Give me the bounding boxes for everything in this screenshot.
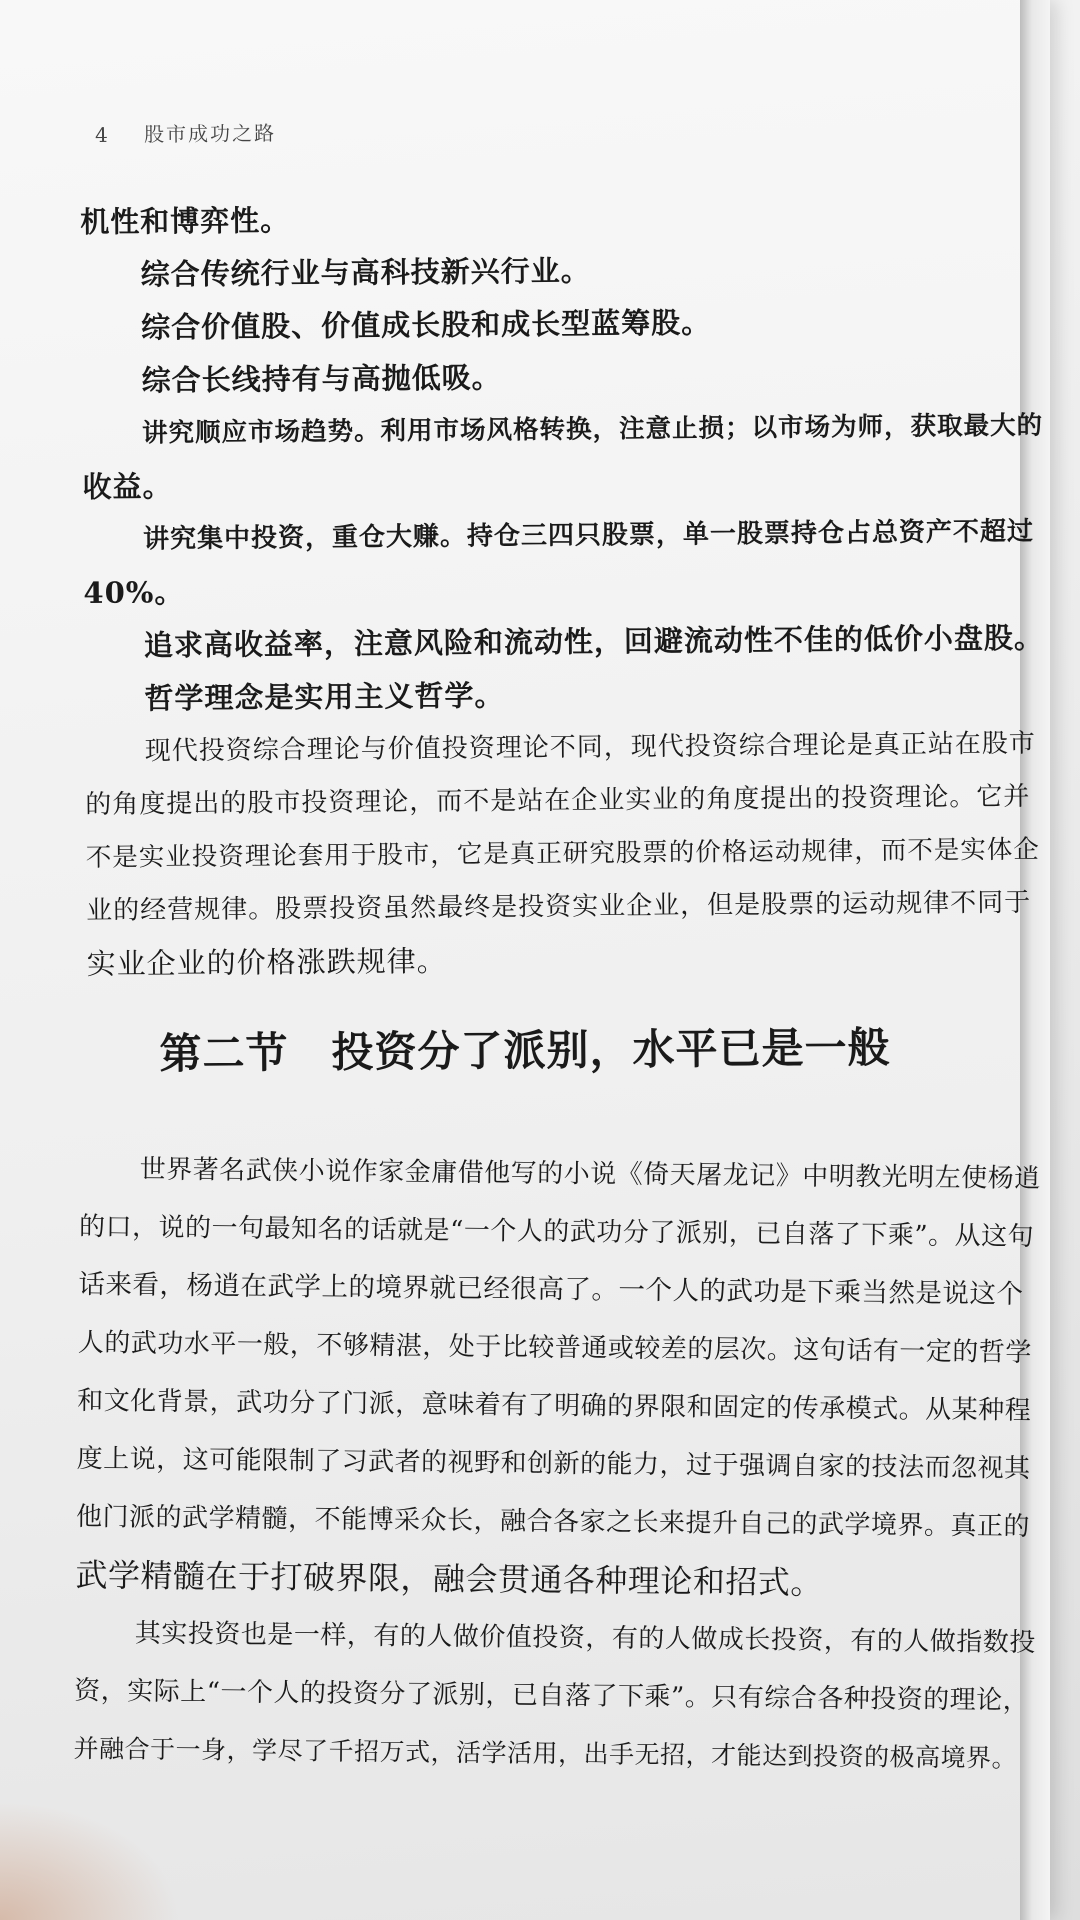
text-line: 的角度提出的股市投资理论，而不是站在企业实业的角度提出的投资理论。它并 xyxy=(85,781,1031,820)
text-line: 武学精髓在于打破界限，融会贯通各种理论和招式。 xyxy=(75,1555,824,1602)
text-line: 综合长线持有与高抛低吸。 xyxy=(141,360,502,398)
text-line: 不是实业投资理论套用于股市，它是真正研究股票的价格运动规律，而不是实体企 xyxy=(85,834,1040,873)
text-line: 其实投资也是一样，有的人做价值投资，有的人做成长投资，有的人做指数投 xyxy=(134,1618,1036,1659)
text-line: 度上说，这可能限制了习武者的视野和创新的能力，过于强调自家的技法而忽视其 xyxy=(76,1443,1031,1484)
text-line: 业的经营规律。股票投资虽然最终是投资实业企业，但是股票的运动规律不同于 xyxy=(86,887,1032,926)
running-head xyxy=(95,117,276,148)
text-line: 机性和博弈性。 xyxy=(80,203,291,239)
text-line: 哲学理念是实用主义哲学。 xyxy=(144,678,505,716)
text-line: 话来看，杨逍在武学上的境界就已经很高了。一个人的武功是下乘当然是说这个 xyxy=(78,1268,1024,1310)
finger-shadow xyxy=(0,1800,180,1920)
lower-text-block xyxy=(73,1140,1040,1788)
text-line: 的口，说的一句最知名的话就是“一个人的武功分了派别，已自落了下乘”。从这句 xyxy=(78,1211,1035,1252)
page-number: 4 xyxy=(94,122,110,147)
text-line: 现代投资综合理论与价值投资理论不同，现代投资综合理论是真正站在股市 xyxy=(144,728,1036,767)
book-title: 股市成功之路 xyxy=(143,121,277,147)
text-line: 讲究顺应市场趋势。利用市场风格转换，注意止损；以市场为师，获取最大的 xyxy=(141,410,1044,449)
text-line: 讲究集中投资，重仓大赚。持仓三四只股票，单一股票持仓占总资产不超过 xyxy=(142,516,1035,555)
text-line: 综合传统行业与高科技新兴行业。 xyxy=(140,253,591,292)
text-line: 资，实际上“一个人的投资分了派别，已自落了下乘”。只有综合各种投资的理论， xyxy=(74,1675,1030,1716)
text-line: 和文化背景，武功分了门派，意味着有了明确的界限和固定的传承模式。从某种程 xyxy=(77,1385,1032,1426)
text-line: 40%。 xyxy=(83,575,185,610)
text-line: 追求高收益率，注意风险和流动性，回避流动性不佳的低价小盘股。 xyxy=(143,620,1045,663)
text-line: 实业企业的价格涨跌规律。 xyxy=(86,943,447,981)
text-line: 收益。 xyxy=(82,469,173,504)
section-title: 第二节 投资分了派别，水平已是一般 xyxy=(159,1022,891,1079)
upper-text-block xyxy=(80,188,1047,991)
text-line: 并融合于一身，学尽了千招万式，活学活用，出手无招，才能达到投资的极高境界。 xyxy=(73,1733,1018,1773)
text-line: 他门派的武学精髓，不能博采众长，融合各家之长来提升自己的武学境界。真正的 xyxy=(75,1501,1031,1542)
text-line: 人的武功水平一般，不够精湛，处于比较普通或较差的层次。这句话有一定的哲学 xyxy=(77,1327,1032,1368)
text-line: 世界著名武侠小说作家金庸借他写的小说《倚天屠龙记》中明教光明左使杨逍 xyxy=(139,1154,1041,1195)
text-line: 综合价值股、价值成长股和成长型蓝筹股。 xyxy=(141,305,712,345)
